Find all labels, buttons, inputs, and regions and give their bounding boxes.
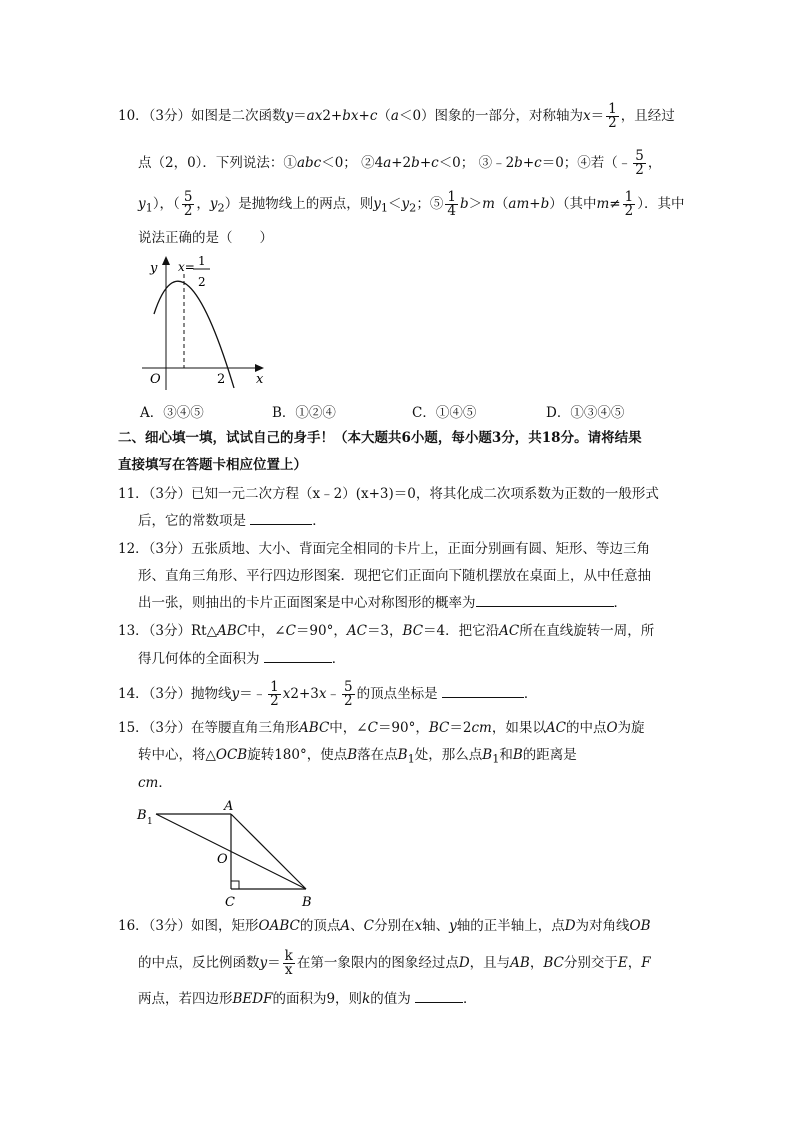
q10-line4: 说法正确的是（ ） [138,230,273,246]
q14-text: 的顶点坐标是 [356,686,442,702]
q10-text: +2 [391,155,412,171]
q10-text: y [138,196,146,212]
q10-text: ＜0）图象的一部分，对称轴为 [398,108,584,124]
q16-text: D [564,918,576,934]
q10-text: m [596,196,610,212]
fraction-denominator: 2 [344,693,353,709]
q10-text: y [373,196,381,212]
fraction-denominator: 4 [447,203,456,219]
q10-text: c [534,155,542,171]
q10-line3 [138,191,684,218]
subscript: 1 [407,752,415,766]
label-c: C [225,895,235,910]
q10-text: ＝ [590,108,605,124]
fraction [445,191,458,218]
q16-text: OB [629,918,651,934]
fraction-numerator: k [284,948,293,964]
q15-text: AC [545,720,566,736]
q16-text: 的顶点 [299,918,341,934]
q13-text: 中，∠ [247,623,286,639]
section-heading: 二、细心填一填，试试自己的身手！（本大题共6小题，每小题3分，共18分。请将结果 [118,430,642,446]
q15-line1 [118,719,645,737]
q10-text: + [419,155,432,171]
fraction-denominator: 2 [183,203,193,219]
q15-line3 [138,774,172,792]
q15-text: ． [158,775,172,791]
q15-text: 落在点 [357,747,398,763]
q15-text: B [347,747,358,763]
subscript: 1 [380,201,389,215]
q15-text: OCB [215,747,248,763]
fraction [268,681,281,708]
q16-text: 分别交于 [563,955,618,971]
q11-line1: 11．（3分）已知一元二次方程（x﹣2）(x+3)＝0，将其化成二次项系数为正数的一般形式 [118,486,659,502]
q15-line2 [138,746,577,769]
q10-text: ＜0； ③﹣2 [438,155,515,171]
q10-text: ，且经过 [620,108,675,124]
q15-text: 转中心，将△ [138,747,216,763]
option-b[interactable]: B．①②④ [272,405,336,421]
q15-text: ，如果以 [491,720,546,736]
q12-line2: 形、直角三角形、平行四边形图案．现把它们正面向下随机摆放在桌面上，从中任意抽 [138,568,651,584]
q15-text: 旋转180°，使点 [247,747,348,763]
q14-text: x [282,686,291,702]
q10-text: ＜0； ②4 [321,155,384,171]
answer-blank[interactable] [442,685,524,698]
q10-text: b [514,155,523,171]
q14-text: ﹣ [326,686,341,702]
q13-text: ＝90°， [295,623,347,639]
q10-text: + [529,196,541,212]
q10-line2 [138,150,661,177]
option-c[interactable]: C．①④⑤ [412,405,477,421]
option-d[interactable]: D．①③④⑤ [546,405,625,421]
q16-text: 的值为 [370,991,416,1007]
q10-text: ， [196,196,210,212]
q10-text: abc [296,155,322,171]
q10-text: bx [342,108,359,124]
q15-text: 和 [499,747,513,763]
q11-line2 [138,512,326,530]
q10-text: c [431,155,439,171]
q10-text: ），（ [152,196,180,212]
y-axis-arrow [162,256,170,265]
fraction-denominator: 2 [635,162,644,178]
subscript: 2 [409,201,417,215]
q16-text: 轴、 [422,918,450,934]
q15-text: 中，∠ [329,720,368,736]
x-axis-label: x [256,372,264,387]
q13-text: 得几何体的全面积为 [138,651,264,667]
q16-text: ，且与 [469,955,511,971]
fraction-denominator: 2 [608,115,617,131]
q13-line2 [138,650,345,668]
q15-text: O [606,720,618,736]
fraction-numerator: 1 [447,189,456,205]
q10-text: ＜ [388,196,402,212]
q16-text: 16．（3分）如图，矩形 [118,918,259,934]
q10-text: 2+ [322,108,343,124]
q10-text: c [369,108,378,124]
q16-text: C [363,918,374,934]
label-o: O [217,852,228,867]
fraction [182,191,195,218]
q15-text: 的中点 [565,720,607,736]
q15-text: cm [138,775,159,791]
q15-text: 15．（3分）在等腰直角三角形 [118,720,300,736]
answer-blank[interactable] [250,512,312,525]
q16-text: AB [510,955,530,971]
q10-text: ， [647,155,662,171]
q16-text: F [641,955,651,971]
q10-text: b [411,155,420,171]
q16-text: 的面积为9，则 [272,991,363,1007]
q13-text: ABC [217,623,248,639]
q13-text: ＝3， [366,623,403,639]
q12-text: 出一张，则抽出的卡片正面图案是中心对称图形的概率为 [138,595,476,611]
answer-blank[interactable] [415,990,463,1003]
subscript: 1 [145,201,153,215]
q10-text: ＞ [468,196,483,212]
q13-line1 [118,622,654,640]
q10-text: + [358,108,370,124]
q14-text: 2+3 [290,686,319,702]
fraction [283,950,295,977]
q16-line3 [138,990,477,1008]
q14-text: ＝﹣ [239,686,267,702]
q10-text: m [482,196,495,212]
q10-text: b [459,196,469,212]
q12-text: ． [613,595,627,611]
fraction-denominator: x [284,962,293,978]
fraction-numerator: 5 [344,679,353,695]
q15-text: B [512,747,523,763]
q10-text: 点（2，0）．下列说法：① [138,155,297,171]
fraction [606,103,619,130]
q15-text: C [367,720,378,736]
q12-line3 [138,594,627,612]
q16-text: E [617,955,628,971]
q14-text: x [318,686,327,702]
q15-text: 为旋 [617,720,645,736]
q16-text: 两点，若四边形 [138,991,233,1007]
section-heading-cont: 直接填写在答题卡相应位置上） [118,457,307,473]
q16-text: 为对角线 [575,918,630,934]
label-a: A [224,799,234,814]
q16-text: x [414,918,423,934]
q16-text: D [458,955,470,971]
q16-text: 、 [350,918,364,934]
q15-text: BC [428,720,450,736]
label-b: B [302,895,312,910]
fraction [623,191,636,218]
q13-text: C [285,623,296,639]
q15-text: ABC [299,720,330,736]
fraction-denominator: 2 [624,203,634,219]
q10-text: y [209,196,218,212]
q13-text: BC [402,623,424,639]
q14-text: 14．（3分）抛物线 [118,686,232,702]
q16-text: ， [529,955,544,971]
q16-text: y [259,955,268,971]
q10-text: a [390,108,399,124]
q14-text: y [231,686,240,702]
q15-text: cm [471,720,492,736]
q10-text: y [401,196,410,212]
q13-text: ． [331,651,346,667]
q10-text: （ [377,108,391,124]
q11-text: ． [312,513,326,529]
q14-line [118,681,537,708]
fraction-numerator: 5 [635,148,644,164]
q15-text: 的距离是 [522,747,577,763]
fraction-numerator: 1 [608,101,617,117]
subscript: 1 [492,752,500,766]
fraction-numerator: 1 [624,189,634,205]
q15-text: B [397,747,408,763]
origin-label: O [150,372,161,387]
q10-text: ≠ [609,196,621,212]
q16-text: 在第一象限内的图象经过点 [296,955,459,971]
q11-text: 后，它的常数项是 [138,513,251,529]
fraction-numerator: 1 [270,679,279,695]
q16-text: A [340,918,351,934]
axis-equation-label: x= [178,260,195,274]
x-axis-arrow [255,364,264,372]
q16-text: ＝ [267,955,281,971]
q10-text: ；⑤ [416,196,444,212]
q13-text: AC [499,623,520,639]
q16-text: 轴的正半轴上，点 [456,918,565,934]
q10-text: ）是抛物线上的两点，则 [224,196,374,212]
q10-line1 [118,103,675,130]
label-b1-subscript: 1 [147,817,153,827]
label-b1: B [137,808,147,823]
fraction-denominator: 2 [270,693,279,709]
q10-text: a [383,155,392,171]
q10-text: ＝0；④若（﹣ [541,155,632,171]
axis-fraction-numerator: 1 [198,254,206,268]
q10-text: am [508,196,530,212]
q12-line1: 12．（3分）五张质地、大小、背面完全相同的卡片上，正面分别画有圆、矩形、等边三角 [118,541,651,557]
right-angle-mark [231,881,239,889]
q13-text: 13．（3分）Rt△ [118,623,217,639]
q16-text: BC [543,955,564,971]
q10-text: ＝ [293,108,307,124]
q14-text: ． [523,686,538,702]
q16-text: OABC [258,918,300,934]
triangle-figure [134,798,324,910]
answer-blank[interactable] [264,650,332,663]
q10-text: ）（其中 [549,196,597,212]
q16-text: ． [463,991,477,1007]
y-axis-label: y [150,261,158,276]
q10-text: y [285,108,294,124]
q10-text: ax [306,108,323,124]
x-intercept-label: 2 [217,372,226,387]
subscript: 2 [217,201,225,215]
axis-fraction-denominator: 2 [198,275,206,289]
q10-text: + [522,155,535,171]
parabola-graph [140,252,270,392]
q10-text: ）．其中 [637,196,685,212]
q15-text: 处，那么点 [414,747,483,763]
fraction [342,681,355,708]
q16-line2 [138,950,651,977]
q16-text: ， [627,955,642,971]
q16-text: BEDF [232,991,273,1007]
q15-text: ＝90°， [377,720,429,736]
q16-line1 [118,917,651,935]
option-a[interactable]: A．③④⑤ [140,405,204,421]
q10-text: 10．（3分）如图是二次函数 [118,108,286,124]
fraction [633,150,646,177]
q13-text: ＝4．把它沿 [423,623,500,639]
q13-text: 所在直线旋转一周，所 [519,623,655,639]
q10-text: b [540,196,550,212]
q15-text: ＝2 [449,720,472,736]
q10-text: （ [494,196,509,212]
q16-text: 的中点，反比例函数 [138,955,260,971]
q16-text: 分别在 [373,918,415,934]
fraction-numerator: 5 [183,189,193,205]
q16-text: y [449,918,457,934]
answer-blank[interactable] [476,594,614,607]
segment-a-b [231,814,306,889]
q13-text: AC [346,623,367,639]
q15-text: B [482,747,493,763]
q10-text: x [583,108,591,124]
q16-text: k [362,991,371,1007]
